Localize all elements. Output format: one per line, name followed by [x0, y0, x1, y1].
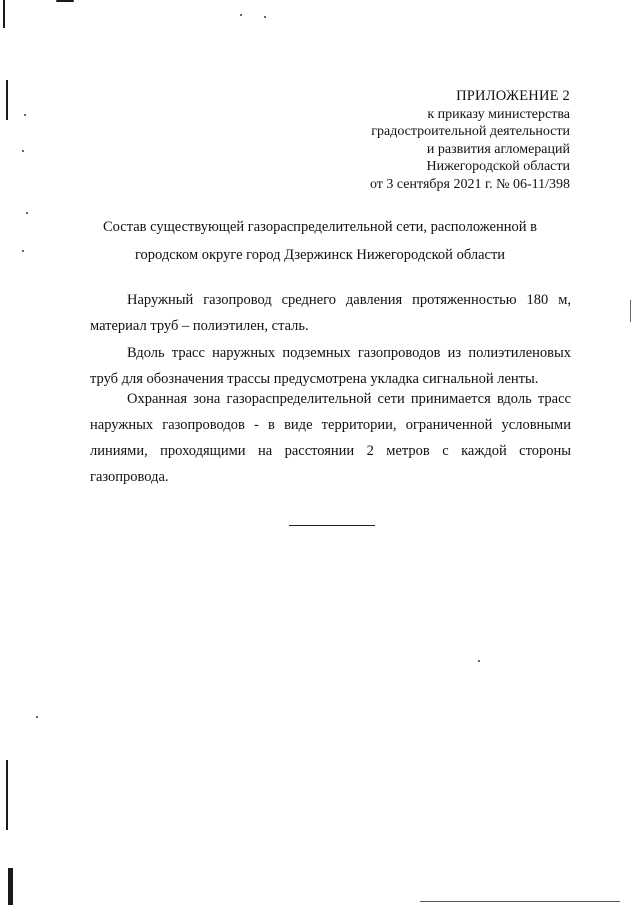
scan-mark — [8, 868, 13, 905]
closing-divider — [289, 525, 375, 526]
scan-speck — [24, 114, 26, 116]
appendix-line: и развития агломераций — [426, 141, 570, 157]
document-title-line: Состав существующей газораспределительной сети, расположенной в — [103, 219, 537, 235]
appendix-line: от 3 сентября 2021 г. № 06-11/398 — [369, 176, 570, 192]
scan-mark — [56, 0, 74, 2]
appendix-title: ПРИЛОЖЕНИЕ 2 — [456, 88, 570, 104]
scan-mark — [630, 300, 631, 322]
appendix-header — [370, 88, 570, 194]
appendix-line: Нижегородской области — [426, 159, 570, 175]
scan-speck — [36, 716, 38, 718]
scan-mark — [420, 901, 620, 902]
scan-speck — [26, 212, 28, 214]
body-paragraph: Охранная зона газораспределительной сети принимается вдоль трасс наружных газопроводов - в виде территории, ограниченной условными линиями, проходящими на расстоянии 2 метров с каждой стороны газопровода. — [90, 391, 571, 485]
scan-speck — [240, 14, 242, 16]
body-paragraph-block — [90, 386, 571, 492]
scan-mark — [6, 760, 8, 830]
body-paragraph: Наружный газопровод среднего давления протяженностью 180 м, материал труб – полиэтилен, сталь. — [90, 292, 571, 334]
appendix-line: градостроительной деятельности — [371, 124, 570, 140]
scan-mark — [6, 80, 8, 120]
scan-speck — [22, 150, 24, 152]
document-title — [100, 213, 540, 269]
scan-speck — [22, 250, 24, 252]
scan-mark — [3, 0, 5, 28]
scan-speck — [478, 660, 480, 662]
body-paragraph-block — [90, 287, 571, 341]
document-title-line: городском округе город Дзержинск Нижегородской области — [134, 247, 506, 263]
body-paragraph: Вдоль трасс наружных подземных газопроводов из полиэтиленовых труб для обозначения трассы предусмотрена укладка сигнальной ленты. — [90, 345, 571, 387]
appendix-line: к приказу министерства — [427, 106, 570, 122]
scan-speck — [264, 16, 266, 18]
